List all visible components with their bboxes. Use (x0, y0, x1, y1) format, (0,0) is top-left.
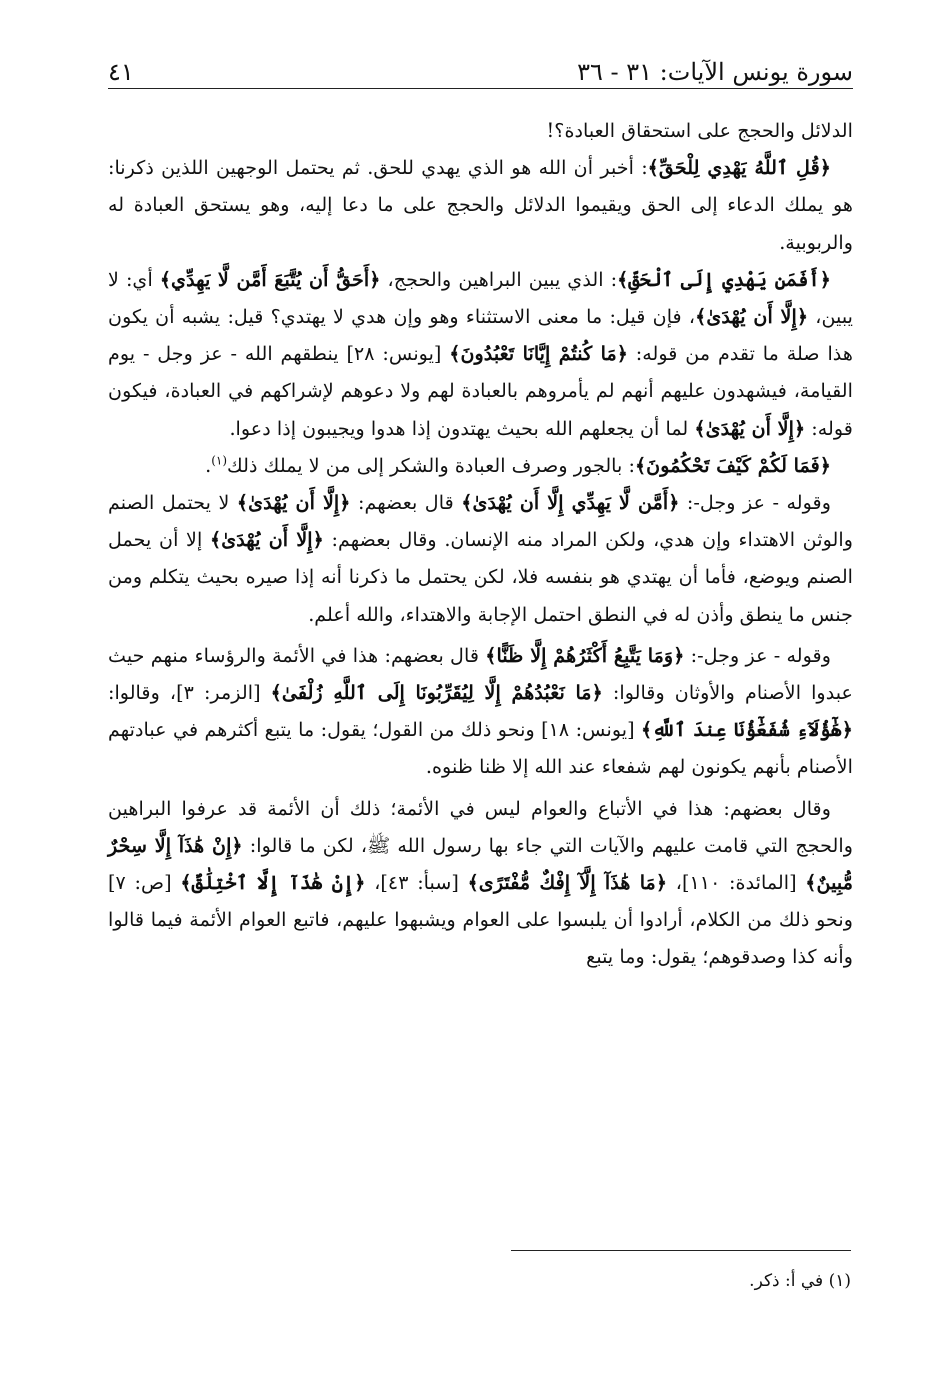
quran-verse: ﴿إِلَّا أَن يُهْدَىٰ﴾ (694, 416, 806, 440)
header-divider (108, 88, 853, 89)
quran-verse: ﴿مَا كُنتُمْ إِيَّانَا تَعْبُدُونَ﴾ (449, 342, 628, 366)
quran-verse: ﴿أَفَمَن يَهْدِي إِلَى ٱلْحَقِّ﴾ (617, 267, 831, 291)
footnote-divider (511, 1250, 851, 1251)
page-number: ٤١ (108, 58, 134, 86)
quran-verse: ﴿فَمَا لَكُمْ كَيْفَ تَحْكُمُونَ﴾ (634, 453, 831, 477)
running-title: سورة يونس الآيات: ٣١ - ٣٦ (577, 58, 853, 86)
text-run: : الذي يبين البراهين والحجج، (380, 267, 618, 291)
quran-verse: ﴿أَحَقُّ أَن يُتَّبَعَ أَمَّن لَّا يَهِدِّي﴾ (159, 267, 381, 291)
paragraph (108, 261, 853, 447)
text-run: وقوله - عز وجل-: (679, 491, 831, 515)
quran-verse: ﴿إِلَّا أَن يُهْدَىٰ﴾ (236, 491, 351, 515)
quran-verse: ﴿وَمَا يَتَّبِعُ أَكْثَرُهُمْ إِلَّا ظَنًّا﴾ (485, 643, 685, 667)
text-run: الدلائل والحجج على استحقاق العبادة؟! (546, 119, 853, 142)
text-run: أي: لا يبين، (108, 267, 853, 329)
text-run: [المائدة: ١١٠]، (667, 871, 806, 895)
text-run: [الزمر: ٣]، وقالوا: (108, 681, 271, 705)
text-run: وقال بعضهم: هذا في الأتباع والعوام ليس في الأئمة؛ ذلك أن الأئمة قد عرفوا البراهين والحجج التي قامت عليهم والآيات التي جاء بها رسول الله ﷺ، لكن ما قالوا: (108, 796, 853, 857)
text-run: قال بعضهم: هذا في الأئمة والرؤساء منهم حيث عبدوا الأصنام والأوثان وقالوا: (108, 643, 854, 705)
paragraph (108, 637, 853, 786)
text-run: إلا أن يحمل الصنم ويوضع، فأما أن يهتدي هو بنفسه فلا، لكن يحتمل ما ذكرنا أنه إذا صيره بحيث يتكلم ومن جنس ما ينطق وأذن له في النطق احتمل الإجابة والاهتداء، والله أعلم. (108, 528, 853, 626)
page-header (108, 52, 853, 92)
text-run: : أخبر أن الله هو الذي يهدي للحق. ثم يحتمل الوجهين اللذين ذكرنا: هو يملك الدعاء إلى الحق ويقيموا الدلائل والحجج على ما دعا إليه، وهو يستحق العبادة له والربوبية. (108, 156, 853, 254)
paragraph (108, 149, 853, 261)
text-run: قال بعضهم: (350, 491, 462, 515)
text-run: ، فإن قيل: ما معنى الاستثناء وهو وإن هدي لا يهتدي؟ قيل: يشبه أن يكون هذا صلة ما تقدم من قوله: (108, 305, 853, 366)
text-run: وقوله - عز وجل-: (684, 643, 831, 667)
text-run: : بالجور وصرف العبادة والشكر إلى من لا يملك ذلك (227, 453, 635, 477)
quran-verse: ﴿إِلَّا أَن يُهْدَىٰ﴾ (209, 528, 324, 552)
quran-verse: ﴿هَٰٓؤُلَآءِ شُفَعَٰٓؤُنَا عِندَ ٱللَّهِ﴾ (640, 718, 853, 742)
text-run: لا يحتمل الصنم والوثن الاهتداء وإن هدي، ولكن المراد منه الإنسان. وقال بعضهم: (108, 491, 853, 552)
quran-verse: ﴿قُلِ ٱللَّهُ يَهْدِي لِلْحَقِّ﴾ (647, 156, 831, 180)
quran-verse: ﴿أَمَّن لَّا يَهِدِّي إِلَّا أَن يُهْدَىٰ﴾ (461, 491, 680, 515)
quran-verse: ﴿إِنْ هَٰذَآ إِلَّا ٱخْتِلَٰقٌ﴾ (180, 871, 366, 895)
main-text (108, 112, 853, 976)
footnote-marker: (١) (211, 453, 228, 468)
paragraph (108, 484, 853, 633)
footnote: (١) في أ: ذكر. (749, 1271, 851, 1291)
paragraph (108, 790, 853, 976)
text-run: [سبأ: ٤٣]، (365, 871, 468, 895)
quran-verse: ﴿إِلَّا أَن يُهْدَىٰ﴾ (695, 305, 809, 329)
text-run: [يونس: ٢٨] ينطقهم الله - عز وجل - يوم القيامة، فيشهدون عليهم أنهم لم يأمروهم بالعبادة لهم ولا دعوهم لإشراكهم في العبادة، فيكون قوله: (108, 342, 853, 440)
paragraph (108, 447, 853, 484)
text-run: . (205, 453, 212, 477)
quran-verse: ﴿مَا هَٰذَآ إِلَّآ إِفْكٌ مُّفْتَرًى﴾ (467, 871, 668, 895)
text-run: لما أن يجعلهم الله بحيث يهتدون إذا هدوا ويجيبون إذا دعوا. (229, 416, 695, 440)
text-run: [ص: ٧] ونحو ذلك من الكلام، أرادوا أن يلبسوا على العوام ويشبهوا عليهم، فاتبع العوام الأئمة فيما قالوا وأنه كذا وصدقوهم؛ يقول: وما يتبع (108, 871, 853, 969)
text-run: [يونس: ١٨] ونحو ذلك من القول؛ يقول: ما يتبع أكثرهم في عبادتهم الأصنام بأنهم يكونون لهم شفعاء عند الله إلا ظنا ظنوه. (108, 718, 853, 779)
paragraph (108, 112, 853, 149)
quran-verse: ﴿إِنْ هَٰذَآ إِلَّا سِحْرٌ مُّبِينٌ﴾ (108, 833, 853, 895)
quran-verse: ﴿مَا نَعْبُدُهُمْ إِلَّا لِيُقَرِّبُونَا إِلَى ٱللَّهِ زُلْفَىٰ﴾ (270, 681, 603, 705)
